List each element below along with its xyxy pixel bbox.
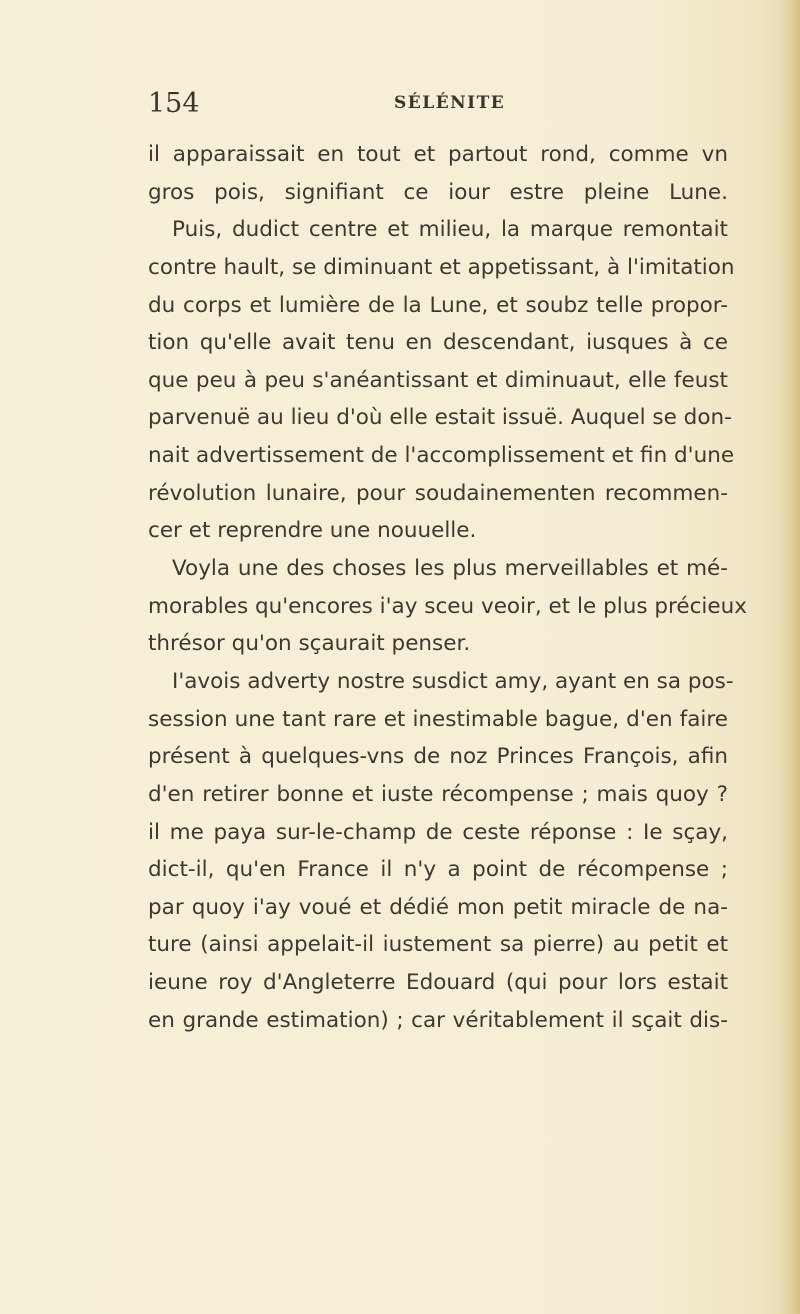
text-line: tion qu'elle avait tenu en descendant, iusques à ce — [148, 330, 728, 356]
text-line: présent à quelques-vns de noz Princes François, afin — [148, 744, 728, 770]
text-line: parvenuë au lieu d'où elle estait issuë. Auquel se don- — [148, 405, 732, 431]
text-line: session une tant rare et inestimable bague, d'en faire — [148, 706, 728, 732]
text-line: I'avois adverty nostre susdict amy, ayant en sa pos- — [172, 668, 734, 694]
page-edge-shading — [778, 0, 800, 1314]
text-line: du corps et lumière de la Lune, et soubz telle propor- — [148, 292, 728, 318]
text-line: ieune roy d'Angleterre Edouard (qui pour lors estait — [148, 970, 728, 996]
page-number: 154 — [148, 88, 200, 119]
text-line: révolution lunaire, pour soudainementen recommen- — [148, 480, 728, 506]
text-line: ture (ainsi appelait-il iustement sa pierre) au petit et — [148, 932, 728, 958]
text-line: thrésor qu'on sçaurait penser. — [148, 631, 471, 657]
text-line: en grande estimation) ; car véritablement il sçait dis- — [148, 1007, 728, 1033]
text-line: il me paya sur-le-champ de ceste réponse : Ie sçay, — [148, 819, 728, 845]
text-line: morables qu'encores i'ay sceu veoir, et le plus précieux — [148, 593, 747, 619]
text-line: gros pois, signifiant ce iour estre pleine Lune. — [148, 179, 728, 205]
text-line: contre hault, se diminuant et appetissant, à l'imitation — [148, 254, 735, 280]
text-line: d'en retirer bonne et iuste récompense ; mais quoy ? — [148, 781, 728, 807]
body-text — [148, 136, 747, 1039]
text-line: dict-il, qu'en France il n'y a point de récompense ; — [148, 857, 728, 883]
running-title: SÉLÉNITE — [394, 93, 506, 113]
running-head — [148, 88, 718, 122]
text-line: Puis, dudict centre et milieu, la marque remontait — [172, 217, 728, 243]
text-line: il apparaissait en tout et partout rond, comme vn — [148, 142, 728, 167]
text-line: cer et reprendre une nouuelle. — [148, 518, 477, 544]
text-line: que peu à peu s'anéantissant et diminuaut, elle feust — [148, 367, 728, 393]
text-line: nait advertissement de l'accomplissement et fin d'une — [148, 443, 735, 469]
text-line: par quoy i'ay voué et dédié mon petit miracle de na- — [148, 894, 728, 920]
text-line: Voyla une des choses les plus merveillables et mé- — [172, 556, 728, 582]
